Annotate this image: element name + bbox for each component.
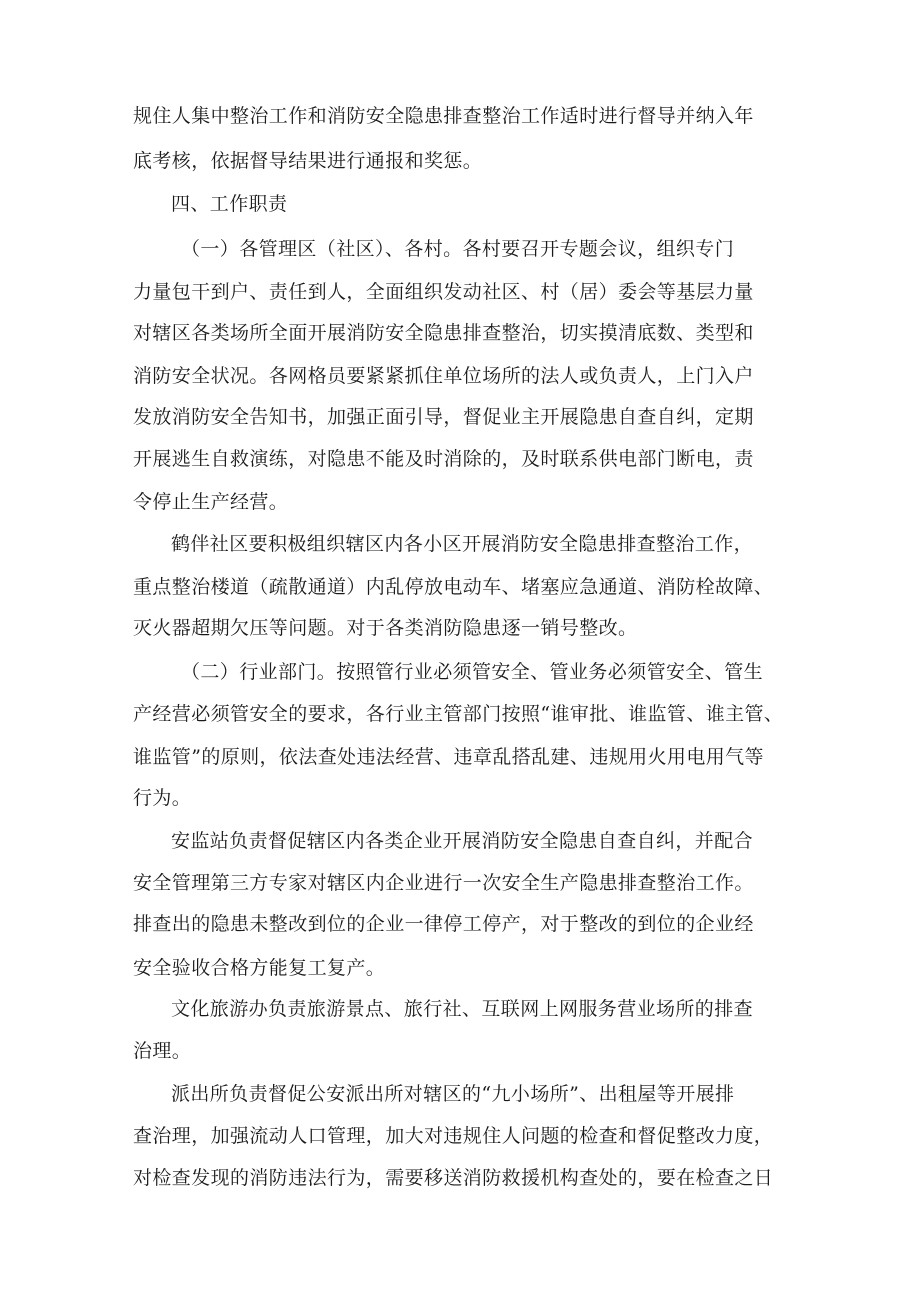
text-line: 安全管理第三方专家对辖区内企业进行一次安全生产隐患排查整治工作。 [133, 872, 754, 894]
text-line: 文化旅游办负责旅游景点、旅行社、互联网上网服务营业场所的排查 [171, 998, 754, 1020]
text-line: 灭火器超期欠压等问题。对于各类消防隐患逐一销号整改。 [133, 617, 638, 639]
text-line: 派出所负责督促公安派出所对辖区的“九小场所”、出租屋等开展排 [171, 1083, 735, 1105]
text-line: 规住人集中整治工作和消防安全隐患排查整治工作适时进行督导并纳入年 [133, 105, 754, 127]
text-line: 底考核，依据督导结果进行通报和奖惩。 [133, 150, 483, 172]
text-line: 治理。 [133, 1040, 192, 1062]
text-line: 鹤伴社区要积极组织辖区内各小区开展消防安全隐患排查整治工作， [171, 533, 754, 555]
text-line: 对检查发现的消防违法行为，需要移送消防救援机构查处的，要在检查之日 [133, 1167, 774, 1189]
text-line: （一）各管理区（社区）、各村。各村要召开专题会议，组织专门 [181, 238, 735, 260]
text-line: 令停止生产经营。 [133, 491, 289, 513]
text-line: 排查出的隐患未整改到位的企业一律停工停产，对于整改的到位的企业经 [133, 913, 754, 935]
text-line: 对辖区各类场所全面开展消防安全隐患排查整治，切实摸清底数、类型和 [133, 322, 754, 344]
text-line: （二）行业部门。按照管行业必须管安全、管业务必须管安全、管生 [181, 661, 764, 683]
text-line: 开展逃生自救演练，对隐患不能及时消除的，及时联系供电部门断电，责 [133, 448, 754, 470]
text-line: 消防安全状况。各网格员要紧紧抓住单位场所的法人或负责人，上门入户 [133, 365, 754, 387]
text-line: 发放消防安全告知书，加强正面引导，督促业主开展隐患自查自纠，定期 [133, 406, 754, 428]
section-heading: 四、工作职责 [171, 193, 288, 215]
text-line: 产经营必须管安全的要求，各行业主管部门按照“谁审批、谁监管、谁主管、 [133, 703, 784, 725]
text-line: 查治理，加强流动人口管理，加大对违规住人问题的检查和督促整改力度， [133, 1125, 774, 1147]
text-line: 力量包干到户、责任到人，全面组织发动社区、村（居）委会等基层力量 [133, 281, 754, 303]
text-line: 安全验收合格方能复工复产。 [133, 957, 386, 979]
text-line: 安监站负责督促辖区内各类企业开展消防安全隐患自查自纠，并配合 [171, 830, 754, 852]
text-line: 行为。 [133, 787, 192, 809]
text-line: 谁监管”的原则，依法查处违法经营、违章乱搭乱建、违规用火用电用气等 [133, 746, 764, 768]
text-line: 重点整治楼道（疏散通道）内乱停放电动车、堵塞应急通道、消防栓故障、 [133, 576, 774, 598]
